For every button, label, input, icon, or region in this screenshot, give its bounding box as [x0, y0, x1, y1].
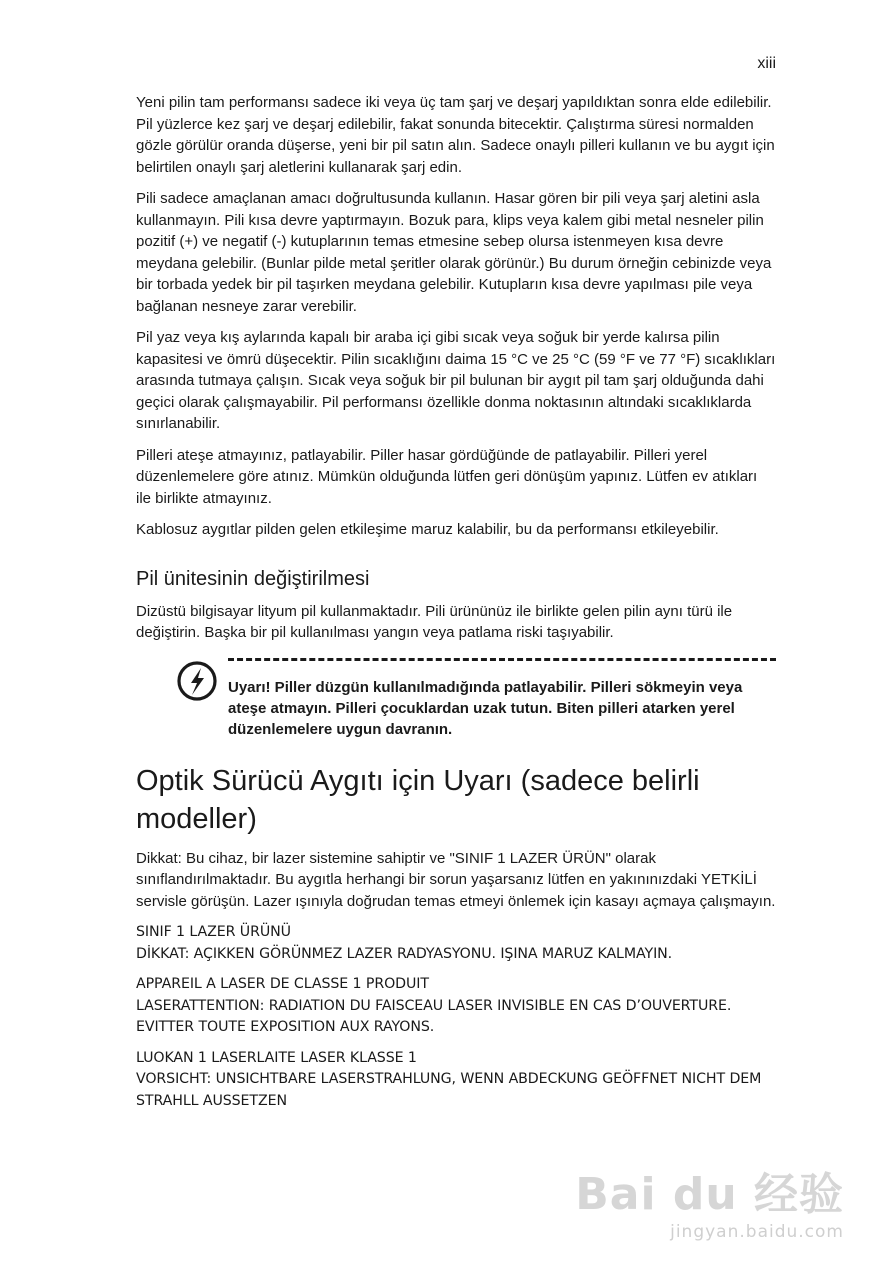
warning-box	[136, 658, 776, 748]
laser-fr-class: APPAREIL A LASER DE CLASSE 1 PRODUIT	[136, 976, 429, 992]
paragraph-temperature: Pil yaz veya kış aylarında kapalı bir araba içi gibi sıcak veya soğuk bir yerde kalırsa pilin kapasitesi ve ömrü düşecektir. Pilin sıcaklığını daima 15 °C ve 25 °C (59 °F ve 77 °F) sıcaklıkları arasında tutmaya çalışın. Sıcak veya soğuk bir pil bulunan bir aygıt pil tam şarj olduğunda dahi geçici olarak çalışmayabilir. Pil performansı özellikle donma noktasının altındaki sıcaklıklarda sınırlanabilir.	[136, 329, 776, 432]
paragraph-disposal: Pilleri ateşe atmayınız, patlayabilir. Piller hasar gördüğünde de patlayabilir. Pilleri yerel düzenlemelere göre atınız. Mümkün olduğunda lütfen geri dönüşüm yapınız. Lütfen ev atıkları ile birlikte atmayınız.	[136, 446, 758, 507]
baidu-watermark	[575, 1158, 844, 1242]
warning-text: Uyarı! Piller düzgün kullanılmadığında patlayabilir. Pilleri sökmeyin veya ateşe atmayın. Pilleri çocuklardan uzak tutun. Biten pilleri atarken yerel düzenlemelere uygun davranın.	[228, 678, 743, 738]
battery-replacement-text: Dizüstü bilgisayar lityum pil kullanmaktadır. Pili ürününüz ile birlikte gelen pilin aynı türü ile değiştirin. Başka bir pil kullanılması yangın veya patlama riski taşıyabilir.	[136, 602, 733, 641]
watermark-url: jingyan.baidu.com	[670, 1222, 844, 1242]
laser-de-caution: VORSICHT: UNSICHTBARE LASERSTRAHLUNG, WENN ABDECKUNG GEÖFFNET NICHT DEM STRAHLL AUSSETZEN	[136, 1071, 762, 1109]
optical-drive-intro: Dikkat: Bu cihaz, bir lazer sistemine sahiptir ve "SINIF 1 LAZER ÜRÜN" olarak sınıflandırılmaktadır. Bu aygıtla herhangi bir sorun yaşarsanız lütfen en yakınınızdaki YETKİLİ servisle görüşün. Lazer ışınıyla doğrudan temas etmeyi önlemek için kasayı açmaya çalışmayın.	[136, 849, 776, 910]
laser-fr-caution: LASERATTENTION: RADIATION DU FAISCEAU LASER INVISIBLE EN CAS D’OUVERTURE. EVITTER TOUTE EXPOSITION AUX RAYONS.	[136, 997, 732, 1035]
warning-divider	[228, 658, 776, 661]
watermark-logo: Bai du 经验	[575, 1169, 844, 1220]
laser-notice-french	[136, 974, 776, 1039]
page-number: xiii	[757, 55, 776, 72]
warning-lightning-icon	[176, 660, 218, 702]
laser-tr-class: SINIF 1 LAZER ÜRÜNÜ	[136, 924, 291, 940]
laser-notice-turkish	[136, 922, 776, 965]
laser-tr-caution: DİKKAT: AÇIKKEN GÖRÜNMEZ LAZER RADYASYONU. IŞINA MARUZ KALMAYIN.	[136, 945, 673, 962]
paragraph-new-battery: Yeni pilin tam performansı sadece iki veya üç tam şarj ve deşarj yapıldıktan sonra elde edilebilir. Pil yüzlerce kez şarj ve deşarj edilebilir, fakat sonunda bitecektir. Çalıştırma süresi normalden gözle görülür oranda düşerse, yeni bir pil satın alın. Sadece onaylı pilleri kullanın ve bu aygıt için belirtilen onaylı şarj aletlerini kullanarak şarj edin.	[136, 94, 775, 176]
paragraph-wireless: Kablosuz aygıtlar pilden gelen etkileşime maruz kalabilir, bu da performansı etkileyebilir.	[136, 521, 719, 538]
paragraph-intended-use: Pili sadece amaçlanan amacı doğrultusunda kullanın. Hasar gören bir pili veya şarj aletini asla kullanmayın. Pili kısa devre yaptırmayın. Bozuk para, klips veya kalem gibi metal nesneler pilin pozitif (+) ve negatif (-) kutuplarının temas etmesine sebep olursa istenmeyen kısa devre meydana gelebilir. (Bunlar pilde metal şeritler olarak görünür.) Bu durum örneğin cebinizde veya bir torbada yedek bir pil taşırken meydana gelebilir. Kutupların kısa devre yapılması pile veya bağlanan nesneye zarar verebilir.	[136, 190, 772, 315]
laser-fi-class: LUOKAN 1 LASERLAITE LASER KLASSE 1	[136, 1049, 417, 1066]
document-body	[136, 92, 776, 1121]
laser-notice-finnish-german	[136, 1048, 776, 1113]
optical-drive-heading: Optik Sürücü Aygıtı için Uyarı (sadece belirli modeller)	[136, 764, 700, 835]
battery-replacement-heading: Pil ünitesinin değiştirilmesi	[136, 567, 370, 590]
